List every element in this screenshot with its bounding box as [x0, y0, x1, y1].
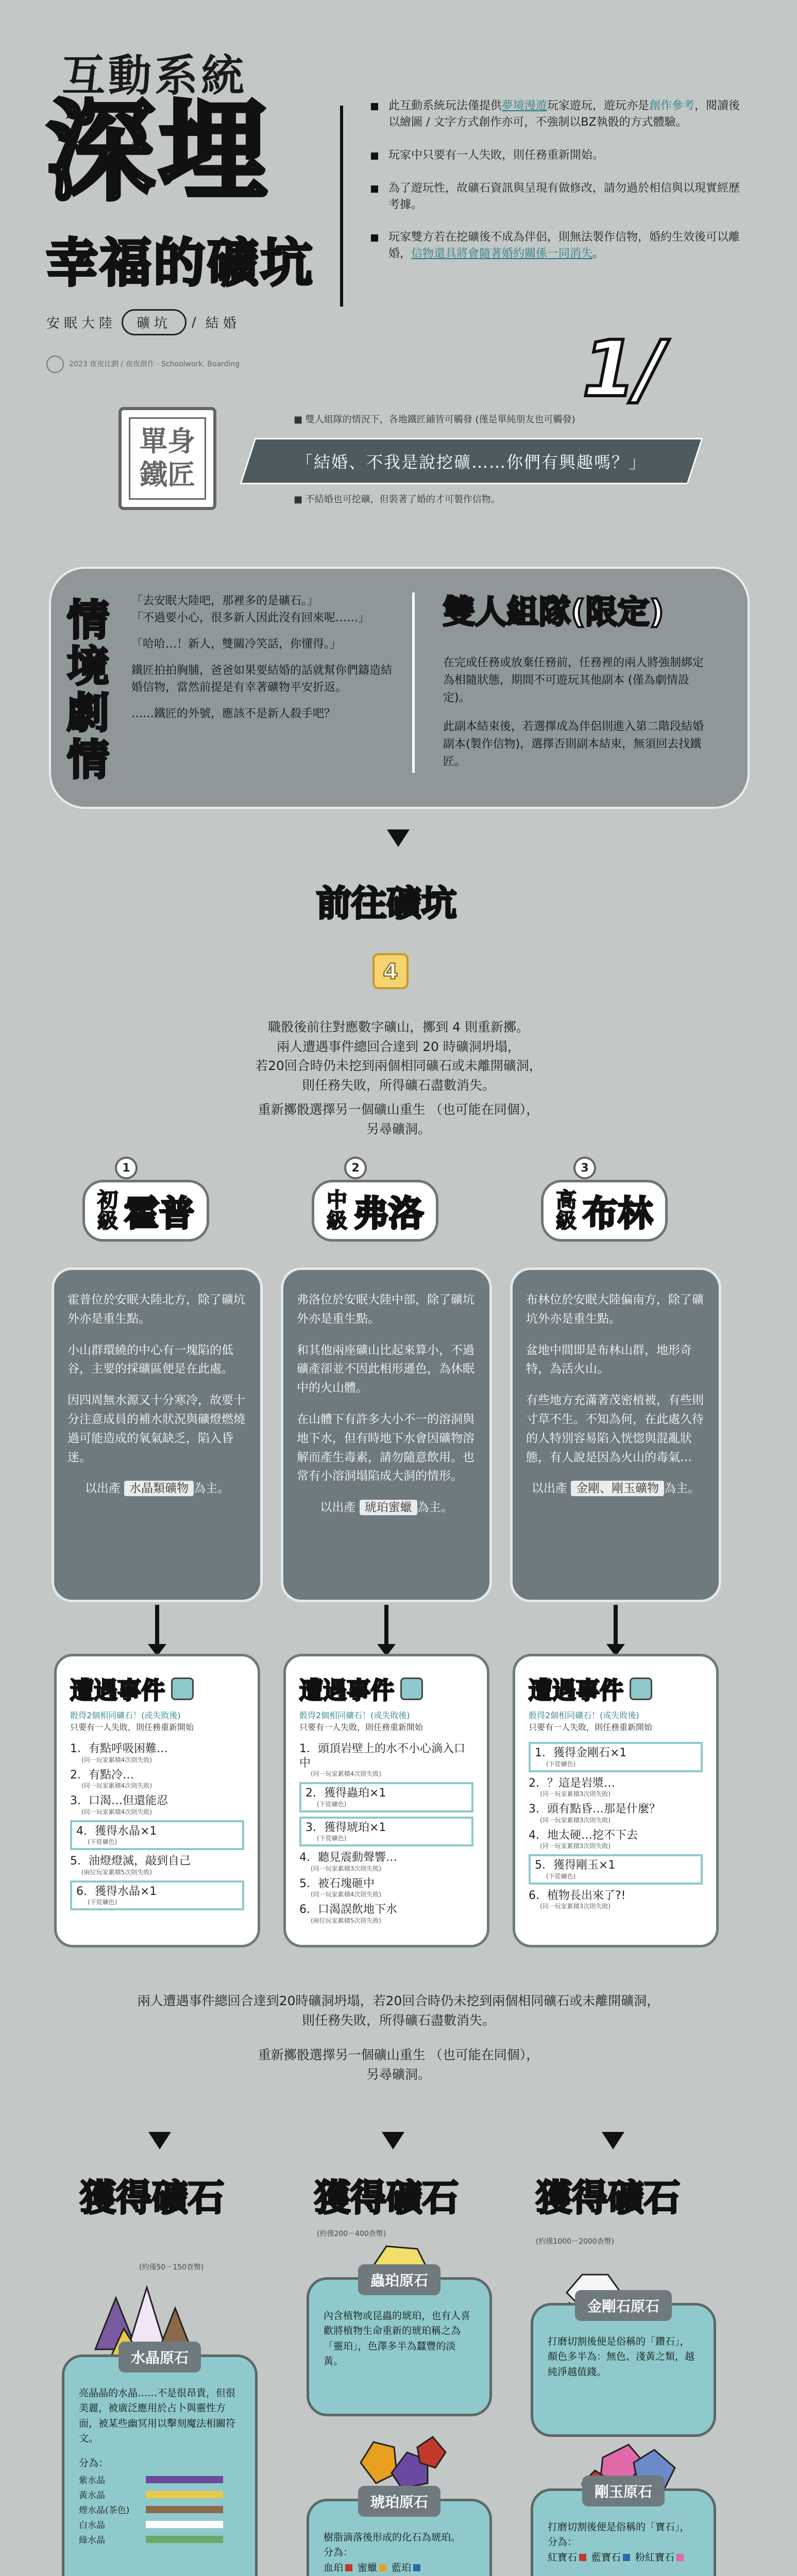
color-swatch [345, 2564, 352, 2571]
system-title: 互動系統 [62, 50, 248, 101]
event-item-note: (下從礦色) [317, 1835, 347, 1842]
dice-icon [400, 1677, 423, 1700]
scenario-divider [412, 592, 415, 773]
event-item-text: 4．獲得水晶×1 [76, 1824, 157, 1838]
mine-level: 中級 [327, 1189, 347, 1233]
legend-label: 黃水晶 [79, 2490, 105, 2501]
mine-tab[interactable] [82, 1180, 209, 1242]
prob-note: (約僅1000－2000查幣) [536, 2238, 615, 2246]
rules-list [371, 98, 742, 279]
mine-number-badge: 1 [115, 1157, 138, 1179]
role-badge-inner [129, 417, 206, 500]
event-item-text: 4．聽見震動聲響… [299, 1851, 397, 1864]
event-item-text: 5．被石塊砸中 [299, 1877, 375, 1890]
travel-respawn [155, 1100, 642, 1139]
main-title: 深埋 [46, 89, 272, 215]
corundum-type: 藍寶石 [591, 2551, 621, 2563]
dice-icon: 4 [372, 953, 409, 989]
down-triangle-icon [602, 2132, 624, 2149]
event-item-note: (下從礦色) [88, 1899, 117, 1906]
event-item [529, 1742, 703, 1772]
role-note-top: ■ 雙人組隊的情況下，各地鐵匠鋪皆可觸發 (僅是單純朋友也可觸發) [294, 414, 575, 425]
diamond-card-title: 金剛石原石 [575, 2290, 672, 2321]
role-banner [240, 438, 703, 484]
respawn-line: 重新擲骰選擇另一個礦山重生 （也可能在同個）， [258, 1102, 539, 1117]
corundum-card [531, 2483, 716, 2576]
rule-text: 夢境漫遊 [502, 99, 548, 112]
legend-label: 紫水晶 [79, 2476, 105, 2486]
travel-title: 前往礦坑 [316, 884, 457, 924]
event-item-note: (同一玩家累積4次則失敗) [81, 1756, 152, 1764]
event-item-text: 2．？這是岩漿… [529, 1776, 615, 1790]
legend-row [79, 2473, 241, 2486]
mine-produce-text: 為主。 [194, 1482, 230, 1496]
amber-types [324, 2561, 475, 2575]
dual-paragraph: 在完成任務或放棄任務前，任務裡的兩人將強制綁定為相隨狀態，期間不可遊玩其他副本 (僅為劇情設定)。 [443, 656, 704, 705]
mine-description-card [281, 1267, 492, 1602]
event-title [70, 1672, 244, 1706]
legend-label: 白水晶 [79, 2520, 105, 2531]
color-swatch [379, 2564, 386, 2571]
legend-swatch [146, 2521, 223, 2528]
legend-row [79, 2503, 241, 2516]
mine-produce-tag: 水晶類礦物 [124, 1481, 194, 1496]
rule-text: 為了遊玩性，故礦石資訊與呈現有做修改，請勿過於相信與以現實經歷考據。 [388, 181, 740, 211]
intro-line: 兩人遭遇事件總回合達到 20 時礦洞坍塌， [277, 1039, 520, 1054]
mine-name: 弗洛 [353, 1193, 424, 1234]
event-item [529, 1889, 703, 1911]
event-item-text: 2．獲得蟲珀×1 [306, 1787, 386, 1800]
seal-icon [46, 355, 64, 373]
rule-text: 創作參考 [649, 99, 695, 112]
event-item [299, 1903, 473, 1925]
travel-intro [155, 1018, 642, 1095]
event-item-note: (同一玩家累積4次則失敗) [311, 1891, 381, 1898]
amber-card-title: 琥珀原石 [358, 2486, 440, 2517]
mine-produce-text: 為主。 [664, 1482, 700, 1496]
scenario-label: 情境劇情 [67, 596, 110, 785]
crystal-card [62, 2349, 258, 2576]
event-card [54, 1654, 260, 1947]
event-card [513, 1654, 719, 1947]
event-item-note: (下從礦色) [88, 1838, 117, 1845]
event-item-note: (同一玩家累積3次則失敗) [540, 1816, 611, 1824]
event-item-note: (兩位玩家累積5次則失敗) [311, 1917, 381, 1924]
down-triangle-icon [382, 2132, 404, 2149]
legend-label: 煙水晶(茶色) [79, 2505, 130, 2516]
outro-line: 另尋礦洞。 [366, 2066, 431, 2082]
dual-team-title: 雙人組隊(限定) [443, 593, 664, 631]
rule-text: 信物還具將會隨著婚約關係一同消失 [411, 247, 593, 261]
mine-produce [526, 1479, 705, 1498]
scenario-paragraph: 「去安眠大陸吧，那裡多的是礦石。」 「不過要小心，很多新人因此沒有回來呢……」 [131, 595, 370, 624]
rule-text: 玩家遊玩，遊玩亦是 [547, 99, 650, 112]
corundum-class-label: 分為： [548, 2536, 578, 2548]
event-item-text: 3．獲得琥珀×1 [306, 1821, 386, 1834]
down-arrow-icon [384, 1605, 388, 1646]
dual-paragraph: 此副本結束後，若選擇成為伴侶則進入第二階段結婚副本(製作信物)，選擇否則副本結束，無須回去找鐵匠。 [443, 720, 704, 769]
down-arrow-icon [614, 1605, 618, 1646]
dice-icon [171, 1677, 194, 1700]
event-item-text: 1．頭頂岩壁上的水不小心滴入口中 [299, 1742, 465, 1770]
collapse-rule [129, 1991, 668, 2030]
mine-tab[interactable] [541, 1180, 668, 1242]
event-item-note: (同一玩家累積3次則失敗) [540, 1842, 611, 1850]
breadcrumb [46, 309, 241, 335]
rule-text: ，閱讀後以繪圖 / 文字方式創作亦可，不強制以BZ執骰的方式體驗。 [388, 99, 740, 129]
rule-item [371, 147, 742, 164]
role-note-bottom: ■ 不結婚也可挖礦，但裝著了婚的才可製作信物。 [294, 494, 500, 505]
rule-text: 玩家雙方若在挖礦後不成為伴侶，則無法製作信物，婚約生效後可以離婚， [388, 231, 740, 261]
diamond-card-desc: 打磨切割後便是俗稱的「鑽石」，顏色多半為：無色、淺黃之類，越純淨越值錢。 [548, 2336, 695, 2378]
mine-description-card [52, 1267, 263, 1602]
event-rule: 只要有一人失敗，則任務重新開始 [70, 1722, 194, 1732]
down-arrow-icon [155, 1605, 159, 1646]
mine-number-badge: 2 [344, 1157, 367, 1179]
event-item [70, 1880, 244, 1911]
corundum-card-title: 剛玉原石 [582, 2476, 665, 2506]
event-item [299, 1817, 473, 1847]
event-item-text: 6．獲得水晶×1 [76, 1885, 157, 1898]
credit-text: 2023 夜夜比劃 / 夜夜創作 · Schoolwork, Boarding [69, 360, 240, 368]
sub-title: 幸福的礦坑 [46, 233, 314, 293]
mine-level: 高級 [556, 1189, 576, 1233]
event-item [529, 1828, 703, 1851]
mine-name: 霍普 [124, 1193, 195, 1234]
outro-respawn [129, 2045, 668, 2084]
legend-row [79, 2533, 241, 2546]
corundum-types [548, 2550, 699, 2565]
event-item-note: (下從礦色) [546, 1872, 576, 1880]
corundum-type: 粉紅寶石 [635, 2551, 675, 2563]
legend-swatch [146, 2536, 223, 2543]
rule-text: 。 [592, 247, 604, 261]
mine-paragraph: 因四周無水源又十分寒冷，故要十分注意成員的補水狀況與礦燈燃燒過可能造成的氧氣缺乏，陷入昏迷。 [67, 1394, 245, 1464]
event-item-text: 2．有點冷… [70, 1768, 134, 1782]
respawn-line: 另尋礦洞。 [366, 1121, 431, 1137]
crystal-card-title: 水晶原石 [118, 2342, 201, 2372]
diamond-card [531, 2298, 716, 2437]
breadcrumb-separator: / [192, 314, 200, 330]
result-title-3: 獲得礦石 [536, 2177, 680, 2219]
header-divider [340, 106, 343, 307]
result-title-1: 獲得礦石 [80, 2177, 224, 2219]
amber-card-desc: 樹脂滴落後形成的化石為琥珀。 [324, 2532, 461, 2543]
event-probability: 骰得2個相同礦石！(或失敗後) [70, 1710, 181, 1720]
mine-paragraph: 布林位於安眠大陸偏南方，除了礦坑外亦是重生點。 [526, 1293, 704, 1326]
event-item-text: 3．頭有點昏…那是什麼？ [529, 1803, 660, 1816]
mine-produce [297, 1498, 476, 1517]
role-badge [118, 407, 216, 510]
prob-note: (約僅200－400查幣) [317, 2230, 386, 2238]
color-swatch [413, 2564, 420, 2571]
event-item [299, 1851, 473, 1873]
event-item-note: (同一玩家累積3次則失敗) [540, 1903, 611, 1910]
event-item [529, 1854, 703, 1885]
breadcrumb-item-marriage: 結婚 [205, 316, 241, 331]
mine-name: 布林 [583, 1193, 653, 1234]
intro-line: 職骰後前往對應數字礦山，擲到 4 則重新擲。 [268, 1020, 529, 1035]
legend-swatch [146, 2506, 223, 2513]
crystal-card-desc: 亮晶晶的水晶……不是很昂貴，但很美麗，被廣泛應用於占卜與靈性方面，被某些幽冥用以擊刻魔法相關符文。 [79, 2387, 236, 2445]
event-card [283, 1654, 489, 1947]
legend-label: 綠水晶 [79, 2535, 105, 2546]
mine-produce-text: 以出產 [320, 1501, 356, 1515]
breadcrumb-item-mine: 礦坑 [122, 309, 186, 335]
event-item [70, 1820, 244, 1851]
rule-text: 此互動系統玩法僅提供 [388, 99, 502, 112]
legend-row [79, 2488, 241, 2501]
event-title [299, 1672, 473, 1706]
legend-row [79, 2518, 241, 2531]
intro-line: 若20回合時仍未挖到兩個相同礦石或未離開礦洞， [255, 1058, 542, 1073]
event-item [529, 1802, 703, 1824]
breadcrumb-item-continent: 安眠大陸 [46, 316, 117, 331]
scenario-paragraph: 「哈哈…！新人，雙關冷笑話，你懂得。」 [131, 638, 342, 651]
event-item [70, 1742, 244, 1764]
event-rule: 只要有一人失敗，則任務重新開始 [299, 1722, 423, 1732]
event-item-note: (同一玩家累積4次則失敗) [311, 1770, 381, 1777]
mine-tab[interactable] [312, 1180, 438, 1242]
event-title-text: 遭遇事件 [70, 1676, 165, 1704]
event-item [299, 1742, 473, 1778]
mine-level: 初級 [97, 1189, 118, 1233]
event-title-text: 遭遇事件 [299, 1676, 394, 1704]
event-item-note: (同一玩家累積4次則失敗) [81, 1782, 152, 1789]
event-item-text: 1．獲得金剛石×1 [535, 1747, 627, 1759]
rule-text: 玩家中只要有一人失敗，則任務重新開始。 [388, 148, 604, 162]
event-item-text: 5．獲得剛玉×1 [535, 1859, 616, 1872]
mine-produce-tag: 金剛、剛玉礦物 [571, 1481, 664, 1496]
event-probability: 骰得2個相同礦石！(或失敗後) [299, 1710, 410, 1720]
rule-item [371, 180, 742, 213]
mine-paragraph: 在山體下有許多大小不一的溶洞與地下水，但有時地下水會因礦物溶解而產生毒素，請勿隨意飲用。也常有小溶洞塌陷成大洞的情形。 [297, 1412, 474, 1483]
event-item-text: 3．口渴…但還能忍 [70, 1794, 168, 1807]
amber-type: 血珀 [324, 2562, 344, 2573]
down-triangle-icon [148, 2132, 171, 2149]
rule-item [371, 229, 742, 262]
event-probability: 骰得2個相同礦石！(或失敗後) [529, 1710, 639, 1720]
mine-produce-text: 為主。 [417, 1501, 453, 1515]
mine-paragraph: 弗洛位於安眠大陸中部，除了礦坑外亦是重生點。 [297, 1293, 474, 1326]
scenario-paragraph: 鐵匠拍拍胸脯，爸爸如果要結婚的話就幫你們鑄造結婚信物，當然前提是有幸著礦物平安折返。 [131, 664, 393, 694]
intro-line: 則任務失敗，所得礦石盡數消失。 [301, 1077, 495, 1093]
event-title-text: 遭遇事件 [529, 1676, 623, 1704]
legend-swatch [146, 2476, 223, 2483]
event-item [299, 1782, 473, 1812]
event-item-text: 6．口渴誤飲地下水 [299, 1903, 397, 1916]
corundum-card-desc: 打磨切割後便是俗稱的「寶石」， [548, 2521, 690, 2533]
scenario-text [131, 592, 399, 732]
insect-amber-card-title: 蟲珀原石 [358, 2264, 440, 2295]
mine-paragraph: 霍普位於安眠大陸北方，除了礦坑外亦是重生點。 [67, 1293, 245, 1326]
mine-description-card [510, 1267, 721, 1602]
amber-type: 蜜蠟 [358, 2562, 378, 2573]
amber-card [307, 2494, 492, 2576]
mine-paragraph: 和其他兩座礦山比起來算小，不過礦產卻並不因此相形遜色，為休眠中的火山體。 [297, 1343, 474, 1395]
event-item-note: (同一玩家累積3次則失敗) [540, 1790, 611, 1798]
amber-gem [361, 2442, 397, 2483]
insect-amber-card [307, 2272, 492, 2416]
event-item-text: 4．地太硬…挖不下去 [529, 1828, 638, 1842]
color-swatch [676, 2554, 684, 2561]
event-item [70, 1854, 244, 1876]
mine-produce-tag: 琥珀蜜蠟 [360, 1500, 417, 1515]
event-item [299, 1877, 473, 1899]
prob-note: (約僅50－150查幣) [139, 2263, 204, 2272]
event-item-text: 1．有點呼吸困難… [70, 1742, 168, 1755]
logo-mark: 1/ [582, 325, 665, 414]
amber-illustration [350, 2432, 453, 2494]
event-title [529, 1672, 703, 1706]
event-item-note: (下從礦色) [317, 1800, 347, 1808]
amber-gem [417, 2437, 446, 2468]
color-swatch [623, 2554, 630, 2561]
role-banner-text: 「結婚、不我是說挖礦……你們有興趣嗎？」 [296, 452, 647, 472]
dual-team-text [443, 654, 711, 783]
event-item-note: (下從礦色) [546, 1760, 576, 1768]
rule-item [371, 98, 742, 131]
event-item-note: (同一玩家累積3次則失敗) [311, 1865, 381, 1872]
mine-paragraph: 小山群環繞的中心有一塊陷的低谷，主要的採礦區便是在此處。 [67, 1343, 233, 1376]
outro-line: 兩人遭遇事件總回合達到20時礦洞坍塌，若20回合時仍未挖到兩個相同礦石或未離開礦洞， [137, 1993, 660, 2008]
mine-paragraph: 盆地中間即是布林山群，地形奇特，為活火山。 [526, 1343, 692, 1376]
credit [46, 355, 240, 373]
outro-line: 則任務失敗，所得礦石盡數消失。 [301, 2012, 495, 2028]
dice-icon [630, 1677, 652, 1700]
event-item-text: 6．植物長出來了?! [529, 1889, 626, 1902]
event-item-note: (兩位玩家累積5次則失敗) [81, 1868, 152, 1876]
corundum-type: 紅寶石 [548, 2551, 578, 2563]
role-label-line2: 鐵匠 [140, 459, 195, 491]
mine-produce-text: 以出產 [84, 1482, 121, 1496]
amber-class-label: 分為： [324, 2547, 353, 2558]
event-item-text: 5．油燈燈滅，敲到自己 [70, 1855, 191, 1868]
color-swatch [579, 2554, 586, 2561]
mine-produce [67, 1479, 247, 1498]
insect-amber-card-desc: 內含植物或昆蟲的琥珀，也有人喜歡將植物生命重新的琥珀稱之為「靈珀」，色澤多半為蠶豐的淡黃。 [324, 2310, 471, 2367]
event-rule: 只要有一人失敗，則任務重新開始 [529, 1722, 653, 1732]
amber-type: 藍珀 [392, 2562, 412, 2573]
event-item [529, 1776, 703, 1799]
outro-line: 重新擲骰選擇另一個礦山重生 （也可能在同個）， [258, 2047, 539, 2062]
crystal-class-label: 分為： [79, 2457, 109, 2469]
crystal-legend [79, 2473, 241, 2546]
scenario-paragraph: ……鐵匠的外號，應該不是新人殺手吧？ [131, 707, 336, 720]
legend-swatch [146, 2491, 223, 2498]
event-item [70, 1768, 244, 1790]
role-label-line1: 單身 [140, 425, 195, 458]
mine-number-badge: 3 [573, 1157, 596, 1179]
event-item [70, 1794, 244, 1816]
mine-produce-text: 以出產 [531, 1482, 567, 1496]
result-title-2: 獲得礦石 [314, 2177, 459, 2219]
mine-paragraph: 有些地方充滿著茂密植被，有些則寸草不生。不知為何，在此處久待的人特別容易陷入恍惚與混亂狀態，有人說是因為火山的毒氣… [526, 1394, 704, 1464]
event-item-note: (同一玩家累積4次則失敗) [81, 1808, 152, 1816]
down-triangle-icon [387, 829, 410, 847]
